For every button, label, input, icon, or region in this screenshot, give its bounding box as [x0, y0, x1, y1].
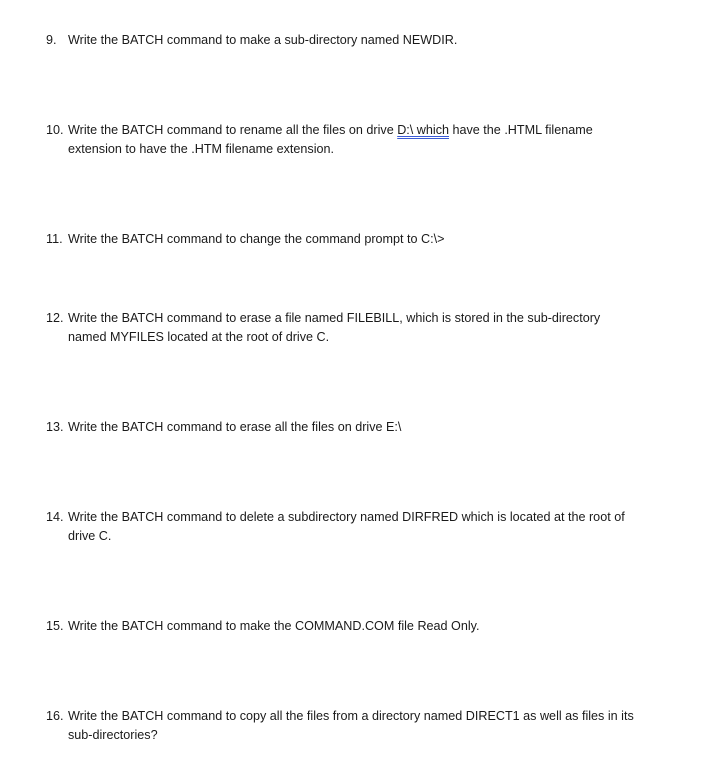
- question-text-continued: named MYFILES located at the root of drive C.: [68, 330, 330, 344]
- question-text-continued: extension to have the .HTM filename extension.: [68, 142, 335, 156]
- question-number: 11.: [46, 232, 63, 246]
- question-text: Write the BATCH command to make the COMMAND.COM file Read Only.: [68, 619, 480, 633]
- question-13: [46, 418, 686, 437]
- question-11: [46, 230, 686, 249]
- question-9: [46, 31, 686, 50]
- question-12: [46, 309, 686, 347]
- question-text: Write the BATCH command to erase all the files on drive E:\: [68, 420, 402, 434]
- question-text: [68, 121, 593, 140]
- question-number: 10.: [46, 123, 64, 137]
- question-10: [46, 121, 686, 159]
- question-number: 16.: [46, 709, 64, 723]
- question-text: Write the BATCH command to copy all the files from a directory named DIRECT1 as well as files in its: [68, 709, 634, 723]
- question-15: [46, 617, 686, 636]
- question-text: Write the BATCH command to delete a subdirectory named DIRFRED which is located at the root of: [68, 510, 625, 524]
- question-16: [46, 707, 686, 745]
- question-number: 15.: [46, 619, 64, 633]
- question-text-continued: sub-directories?: [68, 728, 158, 742]
- question-text-part: Write the BATCH command to rename all the files on drive: [68, 123, 398, 137]
- question-14: [46, 508, 686, 546]
- question-text: Write the BATCH command to change the command prompt to C:\>: [68, 232, 445, 246]
- question-text-continued: drive C.: [68, 529, 112, 543]
- grammar-flagged-text: D:\ which: [397, 123, 449, 137]
- question-text: Write the BATCH command to erase a file named FILEBILL, which is stored in the sub-directory: [68, 311, 601, 325]
- question-number: 12.: [46, 311, 64, 325]
- question-text: Write the BATCH command to make a sub-directory named NEWDIR.: [68, 33, 458, 47]
- question-text-part: have the .HTML filename: [449, 123, 593, 137]
- question-number: 9.: [46, 33, 57, 47]
- question-number: 13.: [46, 420, 64, 434]
- question-number: 14.: [46, 510, 64, 524]
